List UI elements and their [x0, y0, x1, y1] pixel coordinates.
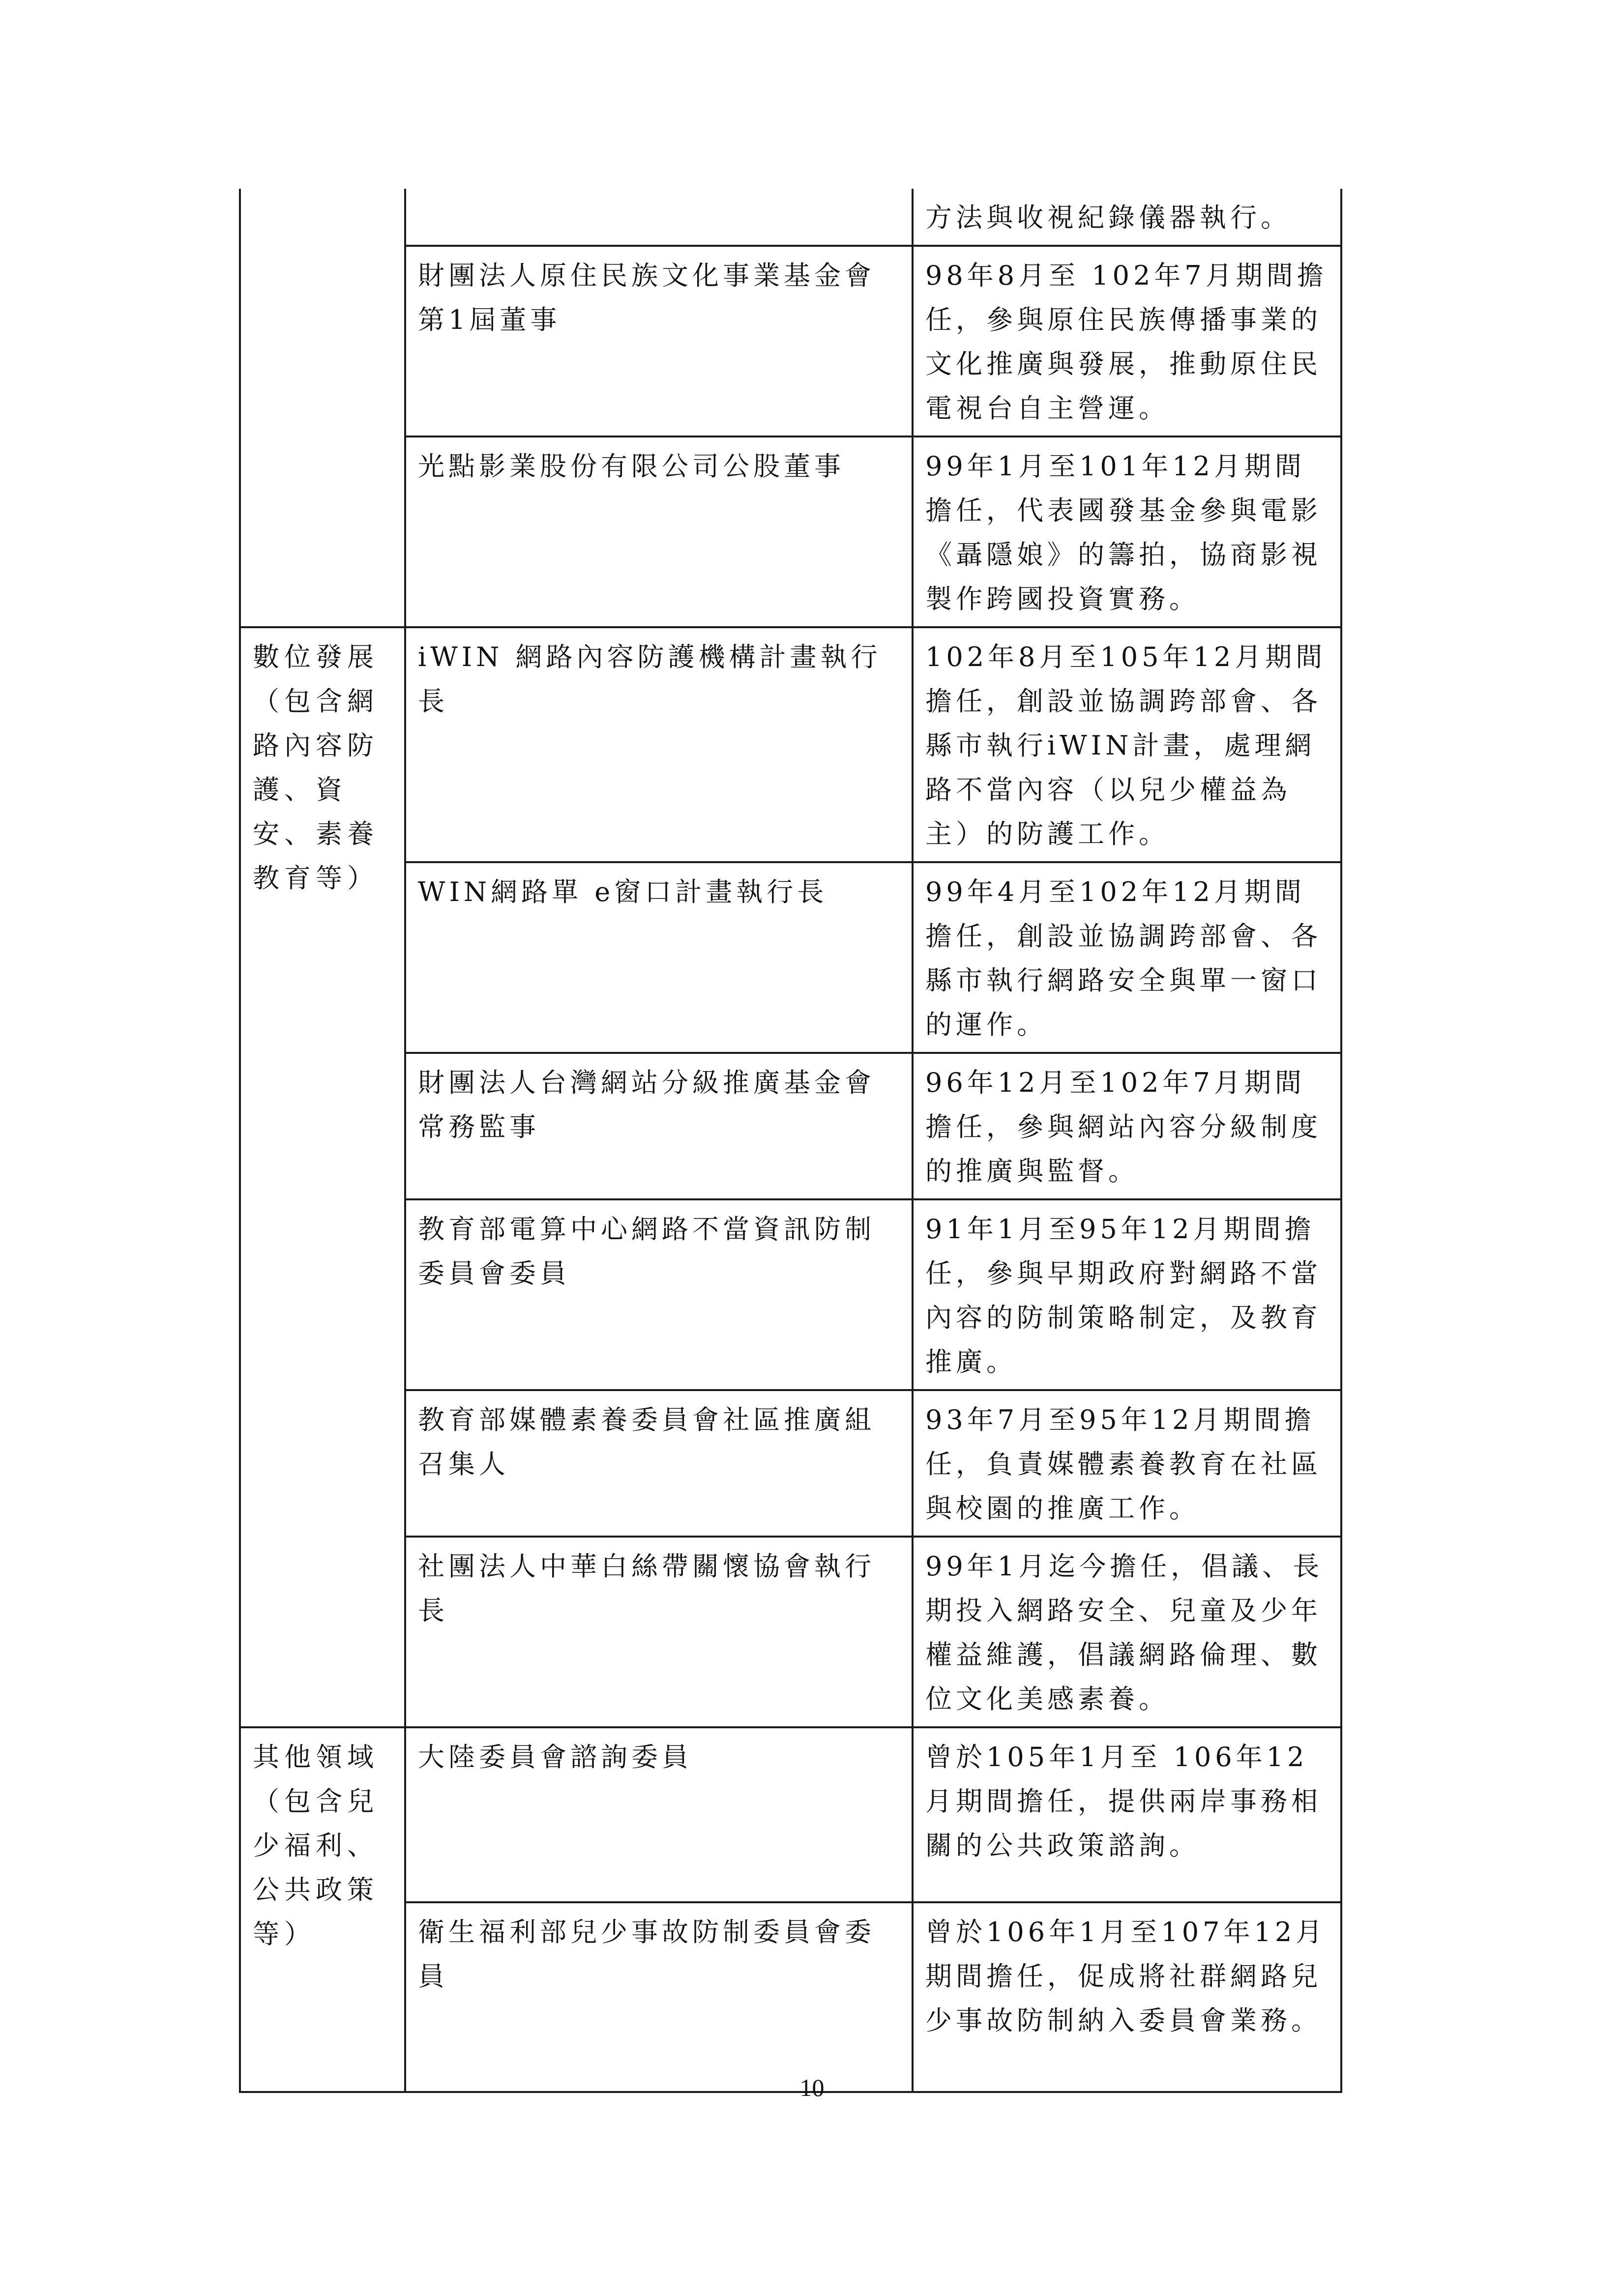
table-row — [240, 1537, 1341, 1727]
description-cell: 方法與收視紀錄儀器執行。 — [913, 189, 1341, 246]
position-cell — [405, 189, 913, 246]
description-cell: 99年4月至102年12月期間擔任，創設並協調跨部會、各縣市執行網路安全與單一窗口的運作。 — [913, 862, 1341, 1053]
position-cell: iWIN 網路內容防護機構計畫執行長 — [405, 627, 913, 862]
position-cell: 教育部電算中心網路不當資訊防制委員會委員 — [405, 1199, 913, 1390]
description-cell: 93年7月至95年12月期間擔任，負責媒體素養教育在社區與校園的推廣工作。 — [913, 1390, 1341, 1537]
position-cell: WIN網路單 e窗口計畫執行長 — [405, 862, 913, 1053]
position-cell: 衛生福利部兒少事故防制委員會委員 — [405, 1902, 913, 2092]
position-cell: 教育部媒體素養委員會社區推廣組召集人 — [405, 1390, 913, 1537]
position-cell: 大陸委員會諮詢委員 — [405, 1727, 913, 1902]
position-cell: 財團法人原住民族文化事業基金會第1屆董事 — [405, 246, 913, 436]
description-cell: 曾於106年1月至107年12月期間擔任，促成將社群網路兒少事故防制納入委員會業務。 — [913, 1902, 1341, 2092]
page-number: 10 — [799, 2074, 825, 2101]
description-cell: 96年12月至102年7月期間擔任，參與網站內容分級制度的推廣與監督。 — [913, 1053, 1341, 1199]
description-cell: 98年8月至 102年7月期間擔任，參與原住民族傳播事業的文化推廣與發展，推動原住民電視台自主營運。 — [913, 246, 1341, 436]
position-cell: 光點影業股份有限公司公股董事 — [405, 436, 913, 627]
category-cell-continued — [240, 189, 405, 627]
table-row — [240, 1727, 1341, 1902]
table-row — [240, 436, 1341, 627]
description-cell: 曾於105年1月至 106年12月期間擔任，提供兩岸事務相關的公共政策諮詢。 — [913, 1727, 1341, 1902]
experience-table — [239, 189, 1342, 2093]
table-row — [240, 1902, 1341, 2092]
table-row — [240, 1390, 1341, 1537]
category-cell: 數位發展（包含網路內容防護、資安、素養教育等） — [240, 627, 405, 1727]
category-cell: 其他領域（包含兒少福利、公共政策等） — [240, 1727, 405, 2092]
table-row — [240, 1053, 1341, 1199]
position-cell: 財團法人台灣網站分級推廣基金會常務監事 — [405, 1053, 913, 1199]
description-cell: 102年8月至105年12月期間擔任，創設並協調跨部會、各縣市執行iWIN計畫，處理網路不當內容（以兒少權益為主）的防護工作。 — [913, 627, 1341, 862]
table-row — [240, 1199, 1341, 1390]
table-row — [240, 246, 1341, 436]
description-cell: 91年1月至95年12月期間擔任，參與早期政府對網路不當內容的防制策略制定，及教育推廣。 — [913, 1199, 1341, 1390]
description-cell: 99年1月迄今擔任，倡議、長期投入網路安全、兒童及少年權益維護，倡議網路倫理、數位文化美感素養。 — [913, 1537, 1341, 1727]
position-cell: 社團法人中華白絲帶關懷協會執行長 — [405, 1537, 913, 1727]
table-row — [240, 189, 1341, 246]
table-row — [240, 627, 1341, 862]
table-row — [240, 862, 1341, 1053]
description-cell: 99年1月至101年12月期間擔任，代表國發基金參與電影《聶隱娘》的籌拍，協商影視製作跨國投資實務。 — [913, 436, 1341, 627]
